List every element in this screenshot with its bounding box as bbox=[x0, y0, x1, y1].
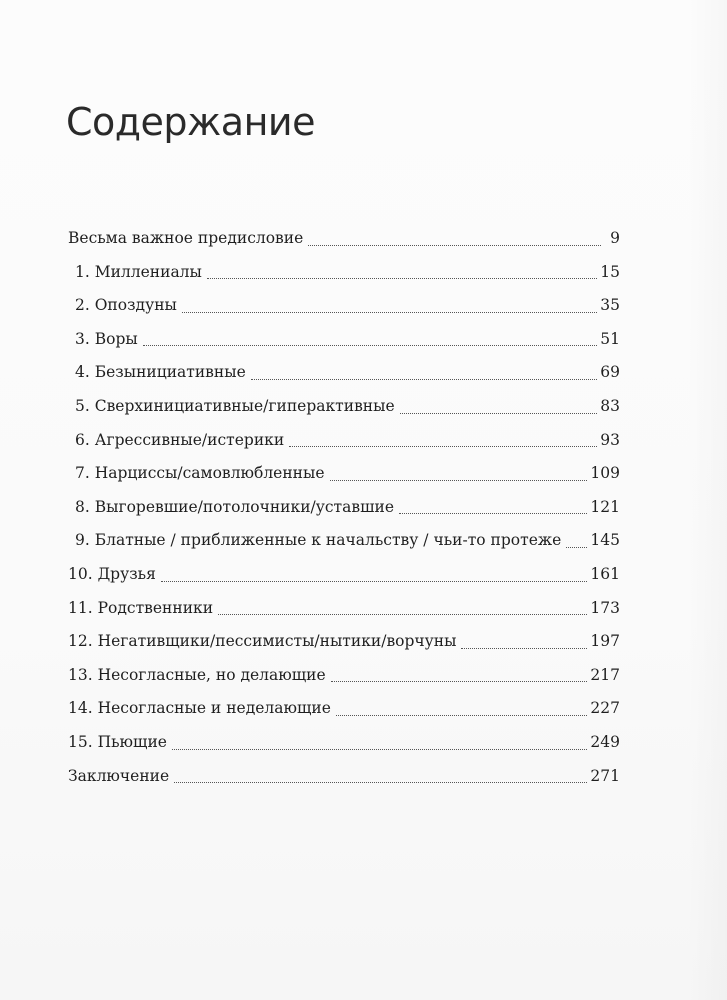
dot-leader bbox=[251, 378, 598, 380]
toc-entry-page-number: 69 bbox=[600, 363, 620, 382]
toc-entry-page-number: 161 bbox=[590, 564, 620, 583]
toc-entry[interactable] bbox=[68, 424, 620, 458]
toc-entry-title: 11. Родственники bbox=[68, 598, 214, 617]
toc-entry-title: 12. Негативщики/пессимисты/нытики/ворчуны bbox=[68, 632, 457, 651]
toc-entry-page-number: 109 bbox=[590, 464, 620, 483]
dot-leader bbox=[172, 748, 587, 750]
dot-leader bbox=[400, 412, 598, 414]
toc-entry[interactable] bbox=[68, 491, 620, 525]
toc-entry-page-number: 145 bbox=[590, 531, 620, 550]
toc-entry-title: 6. Агрессивные/истерики bbox=[75, 430, 285, 449]
dot-leader bbox=[207, 277, 597, 279]
toc-entry-title: 8. Выгоревшие/потолочники/уставшие bbox=[75, 497, 395, 516]
toc-entry-page-number: 197 bbox=[590, 632, 620, 651]
toc-entry[interactable] bbox=[68, 659, 620, 693]
toc-entry[interactable] bbox=[68, 356, 620, 390]
toc-entry[interactable] bbox=[68, 760, 620, 794]
toc-entry-page-number: 173 bbox=[590, 598, 620, 617]
dot-leader bbox=[308, 244, 601, 246]
toc-entry-title: 5. Сверхинициативные/гиперактивные bbox=[75, 396, 395, 415]
toc-entry[interactable] bbox=[68, 592, 620, 626]
dot-leader bbox=[289, 445, 597, 447]
dot-leader bbox=[143, 344, 598, 346]
toc-entry-title: Заключение bbox=[68, 766, 170, 785]
toc-entry-page-number: 227 bbox=[590, 699, 620, 718]
dot-leader bbox=[218, 613, 587, 615]
toc-entry[interactable] bbox=[68, 524, 620, 558]
page-title: Содержание bbox=[66, 100, 315, 144]
dot-leader bbox=[566, 546, 587, 548]
toc-entry[interactable] bbox=[68, 457, 620, 491]
toc-entry-page-number: 271 bbox=[590, 766, 620, 785]
toc-entry-title: 13. Несогласные, но делающие bbox=[68, 665, 326, 684]
toc-entry-page-number: 15 bbox=[600, 262, 620, 281]
toc-entry[interactable] bbox=[68, 726, 620, 760]
toc-entry[interactable] bbox=[68, 390, 620, 424]
toc-entry-title: 15. Пьющие bbox=[68, 732, 167, 751]
dot-leader bbox=[336, 714, 587, 716]
dot-leader bbox=[174, 781, 587, 783]
toc-entry-title: 2. Опоздуны bbox=[75, 296, 177, 315]
dot-leader bbox=[461, 647, 587, 649]
toc-entry-page-number: 217 bbox=[590, 665, 620, 684]
table-of-contents bbox=[68, 222, 620, 793]
toc-entry-title: 3. Воры bbox=[75, 329, 138, 348]
toc-entry[interactable] bbox=[68, 289, 620, 323]
toc-entry-page-number: 249 bbox=[590, 732, 620, 751]
toc-entry[interactable] bbox=[68, 222, 620, 256]
toc-entry-title: 7. Нарциссы/самовлюбленные bbox=[75, 464, 325, 483]
dot-leader bbox=[330, 479, 588, 481]
toc-entry-page-number: 9 bbox=[610, 229, 620, 247]
toc-entry-title: 9. Блатные / приближенные к начальству / чьи-то протеже bbox=[75, 531, 562, 550]
toc-entry-page-number: 35 bbox=[600, 296, 620, 315]
toc-entry[interactable] bbox=[68, 692, 620, 726]
dot-leader bbox=[399, 512, 587, 514]
toc-entry[interactable] bbox=[68, 323, 620, 357]
page-edge-shadow bbox=[687, 0, 727, 1000]
toc-entry-title: 4. Безынициативные bbox=[75, 363, 246, 382]
toc-entry-title: Весьма важное предисловие bbox=[68, 229, 304, 247]
toc-entry[interactable] bbox=[68, 625, 620, 659]
toc-entry-title: 14. Несогласные и неделающие bbox=[68, 699, 331, 718]
toc-entry-page-number: 83 bbox=[600, 396, 620, 415]
toc-entry[interactable] bbox=[68, 558, 620, 592]
toc-entry-title: 10. Друзья bbox=[68, 564, 156, 583]
dot-leader bbox=[161, 580, 588, 582]
dot-leader bbox=[182, 311, 597, 313]
toc-entry-page-number: 51 bbox=[600, 329, 620, 348]
dot-leader bbox=[331, 680, 588, 682]
toc-entry[interactable] bbox=[68, 256, 620, 290]
toc-entry-title: 1. Миллениалы bbox=[75, 262, 202, 281]
toc-entry-page-number: 121 bbox=[590, 497, 620, 516]
toc-entry-page-number: 93 bbox=[600, 430, 620, 449]
